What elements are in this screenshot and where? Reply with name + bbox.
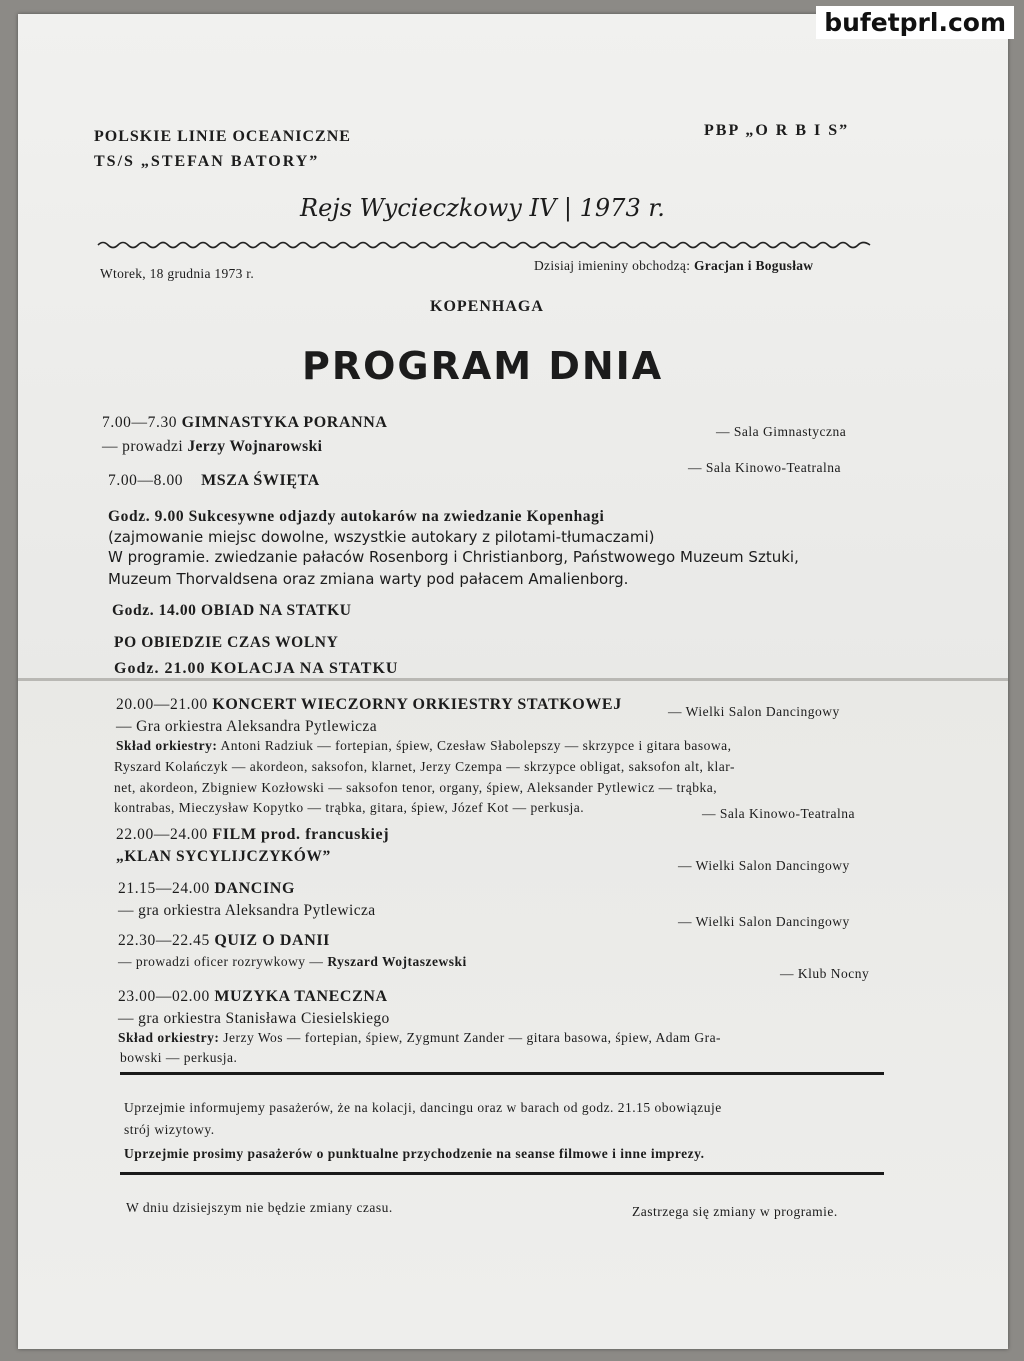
members-label: Skład orkiestry: <box>116 738 218 753</box>
event-time: 20.00—21.00 <box>116 696 208 713</box>
page-title: PROGRAM DNIA <box>302 344 664 388</box>
nameday-label: Dzisiaj imieniny obchodzą: <box>534 258 691 273</box>
sub-prefix: — prowadzi <box>102 438 184 455</box>
wavy-divider <box>98 240 870 250</box>
event-name: QUIZ O DANII <box>214 932 331 949</box>
notice-bottom-rule <box>120 1172 884 1175</box>
music-members-2: bowski — perkusja. <box>120 1050 238 1065</box>
nameday-names: Gracjan i Bogusław <box>693 258 814 273</box>
event-gymnastics <box>102 414 388 432</box>
event-time: 22.30—22.45 <box>118 932 210 949</box>
event-mass <box>108 472 320 490</box>
event-name: DANCING <box>214 880 295 897</box>
event-desc: prod. francuskiej <box>261 826 390 843</box>
event-quiz <box>118 932 330 950</box>
concert-members-1 <box>116 738 732 754</box>
city-name: KOPENHAGA <box>430 298 544 315</box>
date-line: Wtorek, 18 grudnia 1973 r. <box>100 266 255 281</box>
sub-prefix: — prowadzi oficer rozrywkowy — <box>118 954 324 969</box>
event-gymnastics-location: — Sala Gimnastyczna <box>716 424 847 439</box>
film-title: „KLAN SYCYLIJCZYKÓW” <box>116 848 331 865</box>
event-time: 7.00—8.00 <box>108 472 184 489</box>
event-concert <box>116 696 622 714</box>
event-name: MUZYKA TANECZNA <box>214 988 388 1005</box>
event-name: KONCERT WIECZORNY ORKIESTRY STATKOWEJ <box>212 696 622 713</box>
event-time: 22.00—24.00 <box>116 826 208 843</box>
sub-person: Ryszard Wojtaszewski <box>327 954 467 969</box>
event-music-location: — Klub Nocny <box>780 966 870 981</box>
header-orbis: PBP „O R B I S” <box>704 122 850 139</box>
concert-members-2: Ryszard Kolańczyk — akordeon, saksofon, klarnet, Jerzy Czempa — skrzypce obligat, saksofon alt, klar- <box>114 759 736 774</box>
event-dinner-cut <box>114 660 398 668</box>
cruise-title: Rejs Wycieczkowy IV | 1973 r. <box>300 194 665 222</box>
event-lunch: Godz. 14.00 OBIAD NA STATKU <box>112 602 352 619</box>
event-time: 7.00—7.30 <box>102 414 178 431</box>
event-quiz-location: — Wielki Salon Dancingowy <box>678 914 850 929</box>
concert-sub: — Gra orkiestra Aleksandra Pytlewicza <box>116 718 377 735</box>
event-name: MSZA ŚWIĘTA <box>201 472 320 489</box>
event-name: FILM <box>212 826 257 843</box>
event-time: 23.00—02.00 <box>118 988 210 1005</box>
members-text: Antoni Radziuk — fortepian, śpiew, Czesław Słabolepszy — skrzypce i gitara basowa, <box>220 738 732 753</box>
quiz-sub <box>118 954 467 970</box>
concert-members-3: net, akordeon, Zbigniew Kozłowski — saksofon tenor, organy, śpiew, Aleksander Pytlewicz — trąbka, <box>114 780 718 795</box>
event-dancing-location: — Wielki Salon Dancingowy <box>678 858 850 873</box>
footer-time-notice: W dniu dzisiejszym nie będzie zmiany czasu. <box>126 1200 393 1215</box>
footer-changes-notice: Zastrzega się zmiany w programie. <box>632 1204 838 1219</box>
sub-person: Jerzy Wojnarowski <box>187 438 323 455</box>
excursion-line-1: (zajmowanie miejsc dowolne, wszystkie autokary z pilotami-tłumaczami) <box>108 528 655 546</box>
watermark: bufetprl.com <box>816 6 1014 39</box>
event-mass-location: — Sala Kinowo-Teatralna <box>688 460 842 475</box>
excursion-line-2: W programie. zwiedzanie pałaców Rosenborg i Christianborg, Państwowego Muzeum Sztuki, <box>108 548 799 566</box>
header-ship-name: TS/S „STEFAN BATORY” <box>94 153 320 170</box>
event-gymnastics-sub <box>102 438 322 456</box>
nameday-line <box>534 258 813 274</box>
event-excursion <box>108 508 604 526</box>
members-text: Jerzy Wos — fortepian, śpiew, Zygmunt Zander — gitara basowa, śpiew, Adam Gra- <box>223 1030 722 1045</box>
music-members-1 <box>118 1030 721 1046</box>
concert-members-4: kontrabas, Mieczysław Kopytko — trąbka, gitara, śpiew, Józef Kot — perkusja. <box>114 800 585 815</box>
excursion-line-3: Muzeum Thorvaldsena oraz zmiana warty pod pałacem Amalienborg. <box>108 570 629 588</box>
event-concert-location: — Wielki Salon Dancingowy <box>668 704 840 719</box>
music-sub: — gra orkiestra Stanisława Ciesielskiego <box>118 1010 390 1027</box>
header-shipping-line: POLSKIE LINIE OCEANICZNE <box>94 128 351 145</box>
event-film <box>116 826 389 844</box>
event-time: Godz. 9.00 <box>108 508 185 525</box>
event-name: Sukcesywne odjazdy autokarów na zwiedzanie Kopenhagi <box>188 508 605 525</box>
program-sheet <box>18 14 1008 1349</box>
notice-dress-line-1: Uprzejmie informujemy pasażerów, że na kolacji, dancingu oraz w barach od godz. 21.15 obowiązuje <box>124 1100 722 1115</box>
notice-dress-line-2: strój wizytowy. <box>124 1122 215 1137</box>
free-time: PO OBIEDZIE CZAS WOLNY <box>114 634 339 651</box>
members-label: Skład orkiestry: <box>118 1030 220 1045</box>
event-dancing <box>118 880 295 898</box>
event-name: GIMNASTYKA PORANNA <box>181 414 388 431</box>
dancing-sub: — gra orkiestra Aleksandra Pytlewicza <box>118 902 376 919</box>
event-film-location: — Sala Kinowo-Teatralna <box>702 806 856 821</box>
event-music <box>118 988 388 1006</box>
notice-punctual: Uprzejmie prosimy pasażerów o punktualne przychodzenie na seanse filmowe i inne imprezy. <box>124 1146 705 1161</box>
notice-top-rule <box>120 1072 884 1075</box>
event-time: 21.15—24.00 <box>118 880 210 897</box>
